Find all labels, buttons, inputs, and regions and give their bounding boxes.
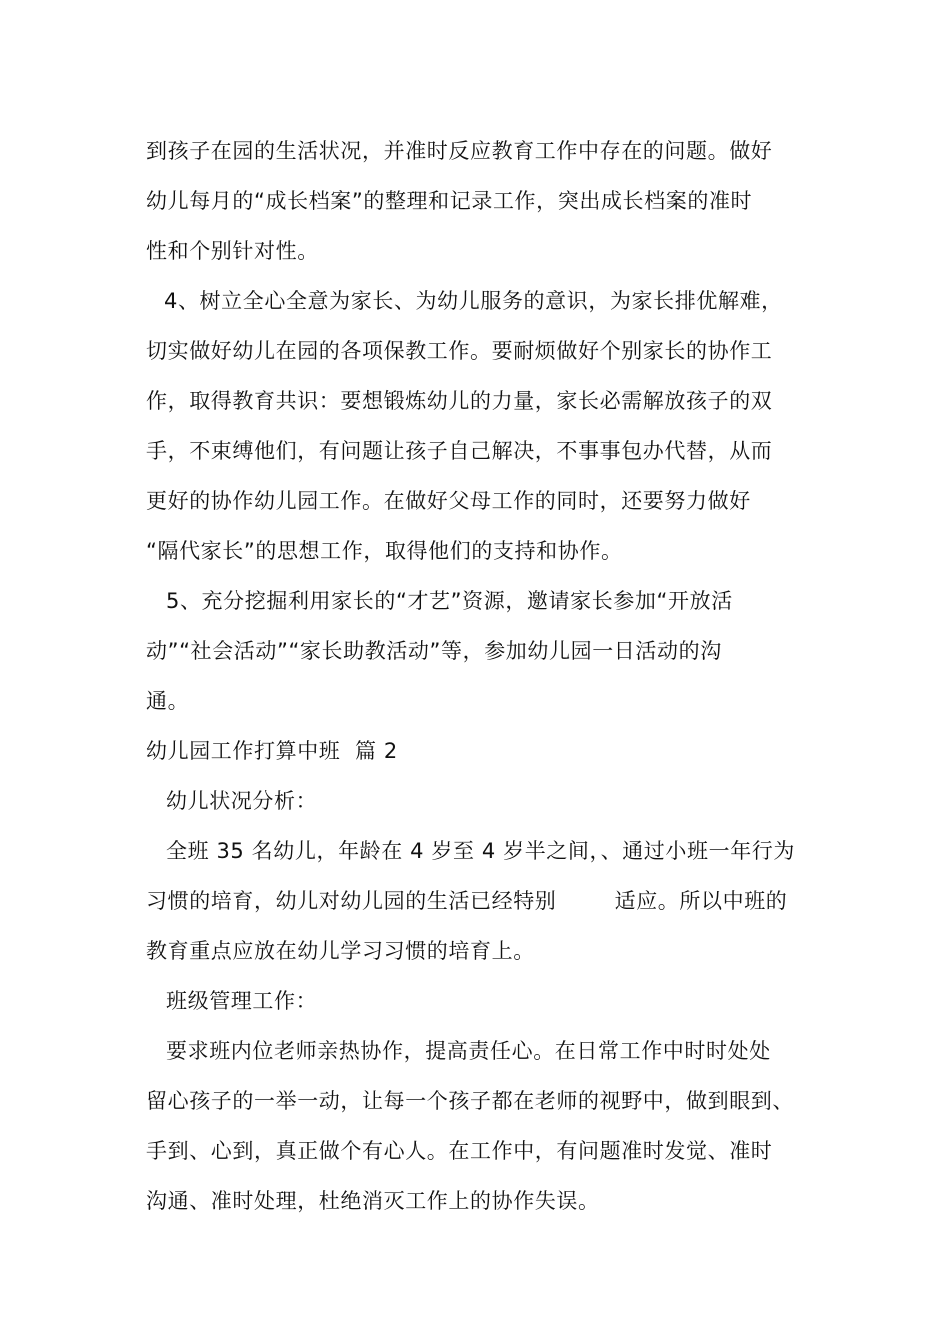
text-line: 动”“社会活动”“家长助教活动”等，参加幼儿园一日活动的沟: [146, 639, 722, 663]
section-heading: 幼儿园工作打算中班 篇 2: [146, 739, 398, 763]
text-line: 作，取得教育共识：要想锻炼幼儿的力量，家长必需解放孩子的双: [146, 389, 773, 413]
text-line: 全班 35 名幼儿，年龄在 4 岁至 4 岁半之间，、通过小班一年行为: [166, 839, 795, 863]
text-line: 手，不束缚他们，有问题让孩子自己解决，不事事包办代替，从而: [146, 439, 773, 463]
text-line: 切实做好幼儿在园的各项保教工作。要耐烦做好个别家长的协作工: [146, 339, 773, 363]
text-line: 幼儿每月的“成长档案”的整理和记录工作，突出成长档案的准时: [146, 189, 753, 213]
text-line: 到孩子在园的生活状况，并准时反应教育工作中存在的问题。做好: [146, 139, 773, 163]
text-line: 更好的协作幼儿园工作。在做好父母工作的同时，还要努力做好: [146, 489, 751, 513]
text-line: 通。: [146, 689, 190, 713]
subheading: 幼儿状况分析：: [166, 789, 318, 813]
text-line: 留心孩子的一举一动，让每一个孩子都在老师的视野中，做到眼到、: [146, 1089, 794, 1113]
text-line: 5、充分挖掘利用家长的“才艺”资源，邀请家长参加“开放活: [166, 589, 733, 613]
text-line: 要求班内位老师亲热协作，提高责任心。在日常工作中时时处处: [166, 1039, 771, 1063]
text-line: 手到、心到，真正做个有心人。在工作中，有问题准时发觉、准时: [146, 1139, 773, 1163]
text-line: 习惯的培育，幼儿对幼儿园的生活已经特别 适应。所以中班的: [146, 889, 788, 913]
text-line: 教育重点应放在幼儿学习习惯的培育上。: [146, 939, 535, 963]
subheading: 班级管理工作：: [166, 989, 318, 1013]
text-line: 沟通、准时处理，杜绝消灭工作上的协作失误。: [146, 1189, 600, 1213]
text-line: “隔代家长”的思想工作，取得他们的支持和协作。: [146, 539, 623, 563]
text-line: 4、树立全心全意为家长、为幼儿服务的意识，为家长排优解难，: [164, 289, 783, 313]
text-line: 性和个别针对性。: [146, 239, 319, 263]
